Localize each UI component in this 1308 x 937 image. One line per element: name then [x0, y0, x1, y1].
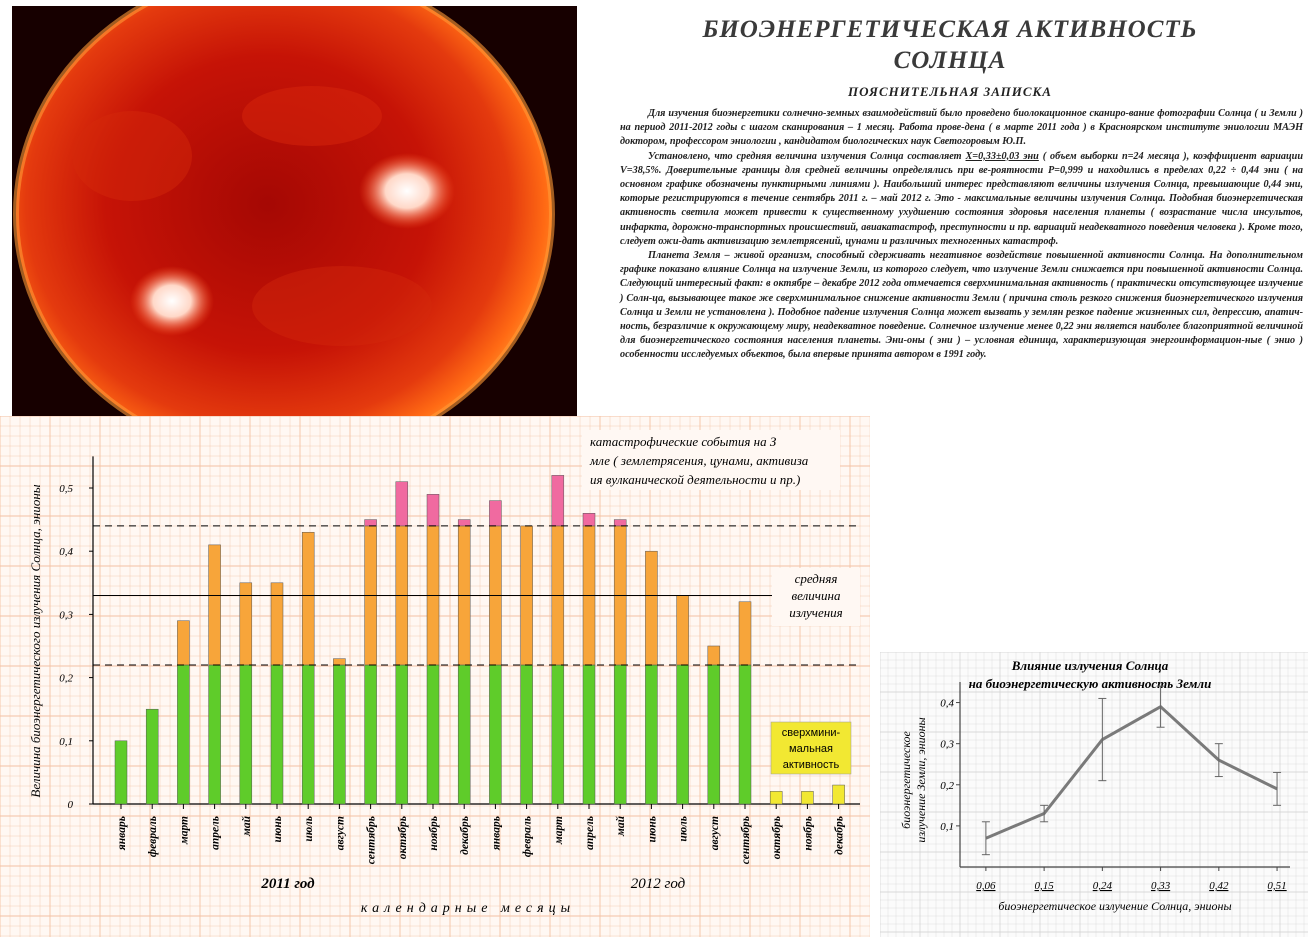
bar-segment-green	[333, 665, 345, 804]
bar	[177, 621, 189, 804]
bar-segment-orange	[177, 621, 189, 665]
side-x-tick-label: 0,06	[976, 880, 996, 892]
supermin-label: сверхмини-мальная активность	[781, 727, 841, 771]
bar	[552, 475, 564, 804]
bar	[427, 494, 439, 804]
bar	[583, 513, 595, 804]
note-paragraph-2	[620, 150, 1303, 249]
bar-segment-supermin	[801, 791, 813, 804]
mean-line-label: средняя величина излучения	[789, 571, 843, 620]
note-p2-rest: ( объем выборки n=24 месяца ), коэффициент вариации V=38,5%. Доверительные границы для средней величины определялись при ве-роятности Р=0,999 и находились в пределах 0,22 ÷ 0,44 эни ( на основном графике обозначены пунктирными линиями ). Наибольший интерес представляют величины излучения Солнца, превышающие 0,44 эни, которые регистрируются в течение сентябрь 2011 г. – май 2012 г. Это - максимальные величины излучения Солнца. Подобная биоэнергетическая активность светила может привести к существенному ухудшению состояния здоровья населения планеты ( возрастание числа инсультов, инфаркта, дорожно-транспортных происшествий, авиакатастроф, преступности и пр. вариаций неадекватного поведения человека ). Кроме того, следует ожи-дать активизацию землетрясений, цунами и различных техногенных катастроф.	[620, 150, 1303, 247]
catastrophe-annotation: катастрофические события на З мле ( землетрясения, цунами, активиза ия вулканической деятельности и пр.)	[590, 434, 809, 487]
bar-segment-orange	[645, 551, 657, 665]
y-tick-label: 0	[67, 799, 73, 811]
side-chart-background	[880, 652, 1308, 937]
bar-segment-green	[708, 665, 720, 804]
bar-segment-orange	[209, 545, 221, 665]
bar-segment-green	[302, 665, 314, 804]
side-chart-title: Влияние излучения Солнца на биоэнергетическую активность Земли	[968, 658, 1212, 691]
bar-segment-orange	[739, 602, 751, 665]
month-label: ноябрь	[802, 816, 815, 851]
month-label: январь	[490, 816, 503, 851]
bar	[677, 595, 689, 804]
month-label: декабрь	[459, 816, 472, 855]
side-y-tick-label: 0,4	[940, 697, 954, 710]
bar	[770, 791, 782, 804]
month-label: май	[240, 816, 253, 837]
bar-segment-orange	[333, 659, 345, 665]
bar-segment-pink	[458, 520, 470, 526]
bar-segment-green	[583, 665, 595, 804]
bar	[458, 520, 470, 804]
side-x-tick-label: 0,24	[1092, 880, 1112, 892]
bar-segment-green	[271, 665, 283, 804]
bar	[240, 583, 252, 804]
bar-segment-pink	[489, 501, 501, 526]
bar-segment-orange	[677, 595, 689, 665]
bar	[302, 532, 314, 804]
note-p2-mean: Х=0,33±0,03 эни	[965, 150, 1039, 162]
title-line-2: СОЛНЦА	[893, 47, 1007, 74]
year-label-2012: 2012 год	[630, 876, 686, 892]
bar	[801, 791, 813, 804]
month-label: февраль	[521, 816, 534, 858]
month-label: июнь	[272, 816, 284, 843]
side-x-tick-label: 0,51	[1267, 880, 1287, 892]
y-tick-label: 0,3	[59, 609, 73, 622]
bar-segment-pink	[583, 513, 595, 526]
bar-segment-pink	[427, 494, 439, 526]
bar	[115, 741, 127, 804]
bar	[396, 482, 408, 804]
month-label: октябрь	[396, 816, 409, 860]
month-label: сентябрь	[365, 816, 378, 865]
month-label: март	[178, 816, 191, 845]
bar-segment-green	[240, 665, 252, 804]
side-y-tick-label: 0,3	[940, 738, 954, 751]
month-label: февраль	[147, 816, 160, 858]
side-y-axis-label: биоэнергетическоеизлучение Земли, энионы	[899, 717, 928, 843]
bar-segment-pink	[614, 520, 626, 526]
bar-segment-supermin	[770, 791, 782, 804]
side-x-axis-label: биоэнергетическое излучение Солнца, энионы	[998, 899, 1232, 913]
bar	[271, 583, 283, 804]
bar-segment-green	[739, 665, 751, 804]
x-axis-label: календарные месяцы	[360, 901, 576, 916]
month-label: декабрь	[833, 816, 846, 855]
bar-segment-pink	[365, 520, 377, 526]
sun-photograph	[12, 6, 577, 416]
bar-segment-pink	[396, 482, 408, 526]
explanatory-note	[620, 107, 1303, 363]
y-tick-label: 0,2	[59, 672, 73, 685]
side-line-chart	[880, 652, 1308, 937]
y-tick-label: 0,4	[59, 546, 73, 559]
bar	[645, 551, 657, 804]
main-bar-chart	[0, 416, 870, 937]
bar-segment-green	[177, 665, 189, 804]
bar-segment-pink	[552, 475, 564, 526]
y-axis-label: Величина биоэнергетического излучения Солнца, энионы	[28, 484, 43, 798]
side-x-tick-label: 0,33	[1150, 880, 1171, 892]
bar-segment-green	[521, 665, 533, 804]
month-label: ноябрь	[428, 816, 440, 851]
month-label: июнь	[646, 816, 659, 843]
side-x-tick-label: 0,42	[1209, 880, 1229, 892]
title-line-1: БИОЭНЕРГЕТИЧЕСКАЯ АКТИВНОСТЬ	[702, 16, 1198, 43]
bar-segment-green	[489, 665, 501, 804]
bar-segment-green	[115, 741, 127, 804]
note-p2-start: Установлено, что средняя величина излучения Солнца составляет	[648, 150, 966, 162]
bar-segment-green	[458, 665, 470, 804]
bar-segment-supermin	[833, 785, 845, 804]
bar-segment-green	[146, 709, 158, 804]
bar	[708, 646, 720, 804]
bar	[833, 785, 845, 804]
bar-segment-green	[677, 665, 689, 804]
month-label: май	[615, 816, 628, 837]
side-y-tick-label: 0,1	[940, 820, 954, 833]
bar-segment-green	[396, 665, 408, 804]
bar-segment-green	[209, 665, 221, 804]
page-title	[600, 14, 1300, 76]
month-label: июль	[677, 816, 690, 842]
month-label: март	[552, 816, 565, 845]
y-tick-label: 0,5	[59, 483, 73, 495]
bar	[209, 545, 221, 804]
bar	[146, 709, 158, 804]
bar-segment-orange	[708, 646, 720, 665]
bar	[489, 501, 501, 804]
bar-segment-green	[614, 665, 626, 804]
month-label: август	[708, 816, 721, 851]
month-label: сентябрь	[740, 816, 752, 865]
month-label: апрель	[209, 816, 222, 850]
month-label: январь	[116, 816, 128, 851]
month-label: апрель	[584, 816, 596, 850]
page-subtitle: ПОЯСНИТЕЛЬНАЯ ЗАПИСКА	[848, 84, 1052, 99]
note-paragraph-3: Планета Земля – живой организм, способный сдерживать негативное воздействие повышенной активности Солнца. На дополнительном графике показано влияние Солнца на излучение Земли, из которого следует, что излучение Земли снижается при повышенной активности Солнца. Следующий интересный факт: в октябре – декабре 2012 года отмечается сверхминимальная активность ( практически отсутствующее излучение ) Солн-ца, вызывающее такое же сверхминимальное снижение активности Земли ( причина столь резкого снижения биоэнергетического излучения Солнца и Земли не установлена ). Подобное падение излучения Солнца может вызвать у землян резкое падение жизненных сил, депрессию, апатич-ность, безразличие к окружающему миру, неадекватное поведение. Солнечное излучение менее 0,22 эни является наиболее благоприятной величиной для биоэнергетического состояния населения планеты. Эни-оны ( эни ) – условная единица, характеризующая энергоинформацион-ные ( эниo ) особенности исследуемых объектов, была впервые принята автором в 1991 году.	[620, 250, 1303, 361]
bar	[739, 602, 751, 804]
bar-segment-green	[427, 665, 439, 804]
note-paragraph-1: Для изучения биоэнергетики солнечно-земных взаимодействий было проведено биолокационное сканиро-вание фотографии Солнца ( и Земли ) на период 2011-2012 годы с шагом сканирования – 1 месяц. Работа прове-дена ( в марте 2011 года ) в Красноярском институте эниологии МАЭН доктором, профессором эниологии , кандидатом биологических наук Светогоровым Ю.П.	[620, 108, 1303, 148]
bar-segment-green	[365, 665, 377, 804]
month-label: август	[334, 816, 347, 851]
bar-segment-orange	[302, 532, 314, 665]
side-x-tick-label: 0,15	[1034, 880, 1054, 892]
bar-segment-green	[552, 665, 564, 804]
bar	[333, 659, 345, 804]
y-tick-label: 0,1	[59, 735, 73, 748]
bar-segment-green	[645, 665, 657, 804]
bar	[614, 520, 626, 804]
month-label: июль	[303, 816, 316, 842]
side-y-tick-label: 0,2	[940, 779, 954, 792]
bar	[365, 520, 377, 804]
year-label-2011: 2011 год	[261, 876, 315, 892]
month-label: октябрь	[771, 816, 784, 860]
